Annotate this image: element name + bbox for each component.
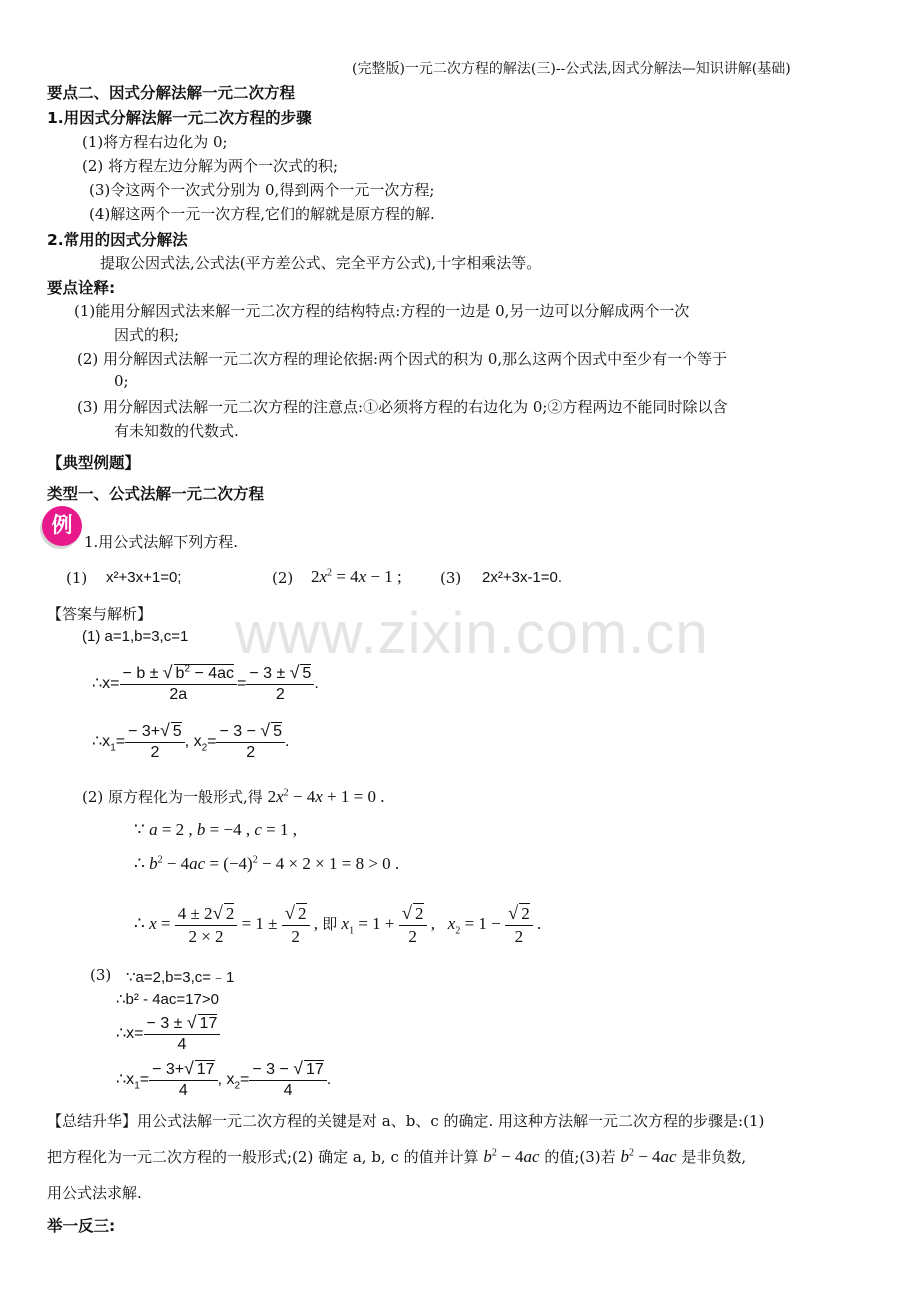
answer-3-roots: $\therefore x_1=$ $\frac{- 3+√ 17}{4}$ , $x_2=$ $\frac{- 3 - √ 17}{4}$ . [116, 1058, 332, 1099]
watermark: www.zixin.com.cn [235, 601, 709, 666]
summary-text-2b: 的值;(3)若 [544, 1148, 616, 1166]
summary-line-3: 用公式法求解. [47, 1184, 142, 1202]
problem-1-label: (1) [66, 569, 88, 587]
answer-3-discriminant: ∴b² - 4ac=17>0 [116, 991, 219, 1008]
summary-label: 【总结升华】 [47, 1112, 138, 1130]
type-1-heading: 类型一、公式法解一元二次方程 [47, 485, 265, 503]
problem-2: $2x^2 = 4x - 1$ ; [311, 567, 402, 586]
note-3: (3) 用分解因式法解一元二次方程的注意点:①必须将方程的右边化为 0;②方程两边不能同时除以含 [77, 398, 728, 416]
summary-text-2a: 把方程化为一元二次方程的一般形式;(2) 确定 a, b, c 的值并计算 [47, 1148, 479, 1166]
problem-1: x²+3x+1=0; [106, 569, 182, 586]
summary-line-2: 把方程化为一元二次方程的一般形式;(2) 确定 a, b, c 的值并计算 $b^2 - 4ac$ 的值;(3)若 $b^2 - 4ac$ 是非负数, [47, 1147, 747, 1166]
answer-2-solution: ∴ x = $\frac{4 \pm 2√ 2}{2 \times 2}$ = 1 ± $\frac{√ 2}{2}$ , 即 $x_1 = 1$ + $\frac{√ 2}{2}$ , $x_2 = 1$ − $\frac{√ 2}{2}$ . [134, 903, 542, 947]
answer-2-intro-text: (2) 原方程化为一般形式,得 [82, 788, 263, 806]
answer-3-coefficients: ∵a=2,b=3,c=﹣1 [126, 969, 235, 986]
note-1: (1)能用分解因式法来解一元二次方程的结构特点:方程的一边是 0,另一边可以分解成两个一次 [74, 302, 690, 320]
methods-heading: 2.常用的因式分解法 [47, 231, 188, 249]
methods-text: 提取公因式法,公式法(平方差公式、完全平方公式),十字相乘法等。 [100, 254, 542, 272]
problem-2-label: (2) [272, 569, 294, 587]
answer-1-coefficients: (1) a=1,b=3,c=1 [82, 628, 189, 645]
notes-title: 要点诠释: [47, 279, 116, 297]
example-question: 1.用公式法解下列方程. [84, 533, 239, 551]
note-3-cont: 有未知数的代数式. [114, 422, 239, 440]
section-title: 要点二、因式分解法解一元二次方程 [47, 84, 296, 102]
problem-3-label: (3) [440, 569, 462, 587]
answer-2-intro: (2) 原方程化为一般形式,得 $2x^2 - 4x + 1 = 0$ . [82, 787, 385, 806]
note-2: (2) 用分解因式法解一元二次方程的理论依据:两个因式的积为 0,那么这两个因式中至少有一个等于 [77, 350, 728, 368]
summary-text-2c: 是非负数, [681, 1148, 747, 1166]
note-1-cont: 因式的积; [114, 326, 180, 344]
ji-label: 即 [322, 915, 338, 934]
answer-3-label: (3) [90, 966, 112, 984]
example-badge: 例 [42, 506, 82, 546]
answer-1-formula: ∴x= $\frac{- b \pm √ b^2 - 4ac}{2a}$ = $\frac{- 3 \pm √ 5}{2}$ . [92, 662, 319, 703]
steps-heading: 1.用因式分解法解一元二次方程的步骤 [47, 109, 312, 127]
practice-heading: 举一反三: [47, 1217, 116, 1235]
step-4: (4)解这两个一元一次方程,它们的解就是原方程的解. [89, 205, 435, 223]
summary-line-1 [47, 1110, 764, 1131]
answer-2-discriminant: ∴ $b^2 - 4ac = (-4)^2 - 4 \times 2 \times 1 = 8 > 0$ . [134, 854, 400, 873]
problem-3: 2x²+3x-1=0. [482, 569, 563, 586]
answer-2-coefficients: ∵ a = 2 , b = −4 , c = 1 , [134, 820, 297, 839]
note-2-cont: 0; [114, 372, 129, 390]
answer-1-roots: $\therefore x_1=$ $\frac{- 3+√ 5}{2}$ , $x_2=$ $\frac{- 3 - √ 5}{2}$ . [92, 720, 290, 761]
step-1: (1)将方程右边化为 0; [82, 133, 228, 151]
page-header: (完整版)一元二次方程的解法(三)--公式法,因式分解法—知识讲解(基础) [352, 61, 791, 77]
answer-heading: 【答案与解析】 [47, 605, 153, 623]
step-3: (3)令这两个一次式分别为 0,得到两个一元一次方程; [89, 181, 435, 199]
examples-heading: 【典型例题】 [47, 454, 141, 472]
summary-text-1: 用公式法解一元二次方程的关键是对 a、b、c 的确定. 用这种方法解一元二次方程的步骤是:(1) [137, 1112, 765, 1130]
step-2: (2) 将方程左边分解为两个一次式的积; [82, 157, 339, 175]
answer-3-formula: ∴x= $\frac{- 3 \pm √ 17}{4}$ [116, 1012, 220, 1056]
